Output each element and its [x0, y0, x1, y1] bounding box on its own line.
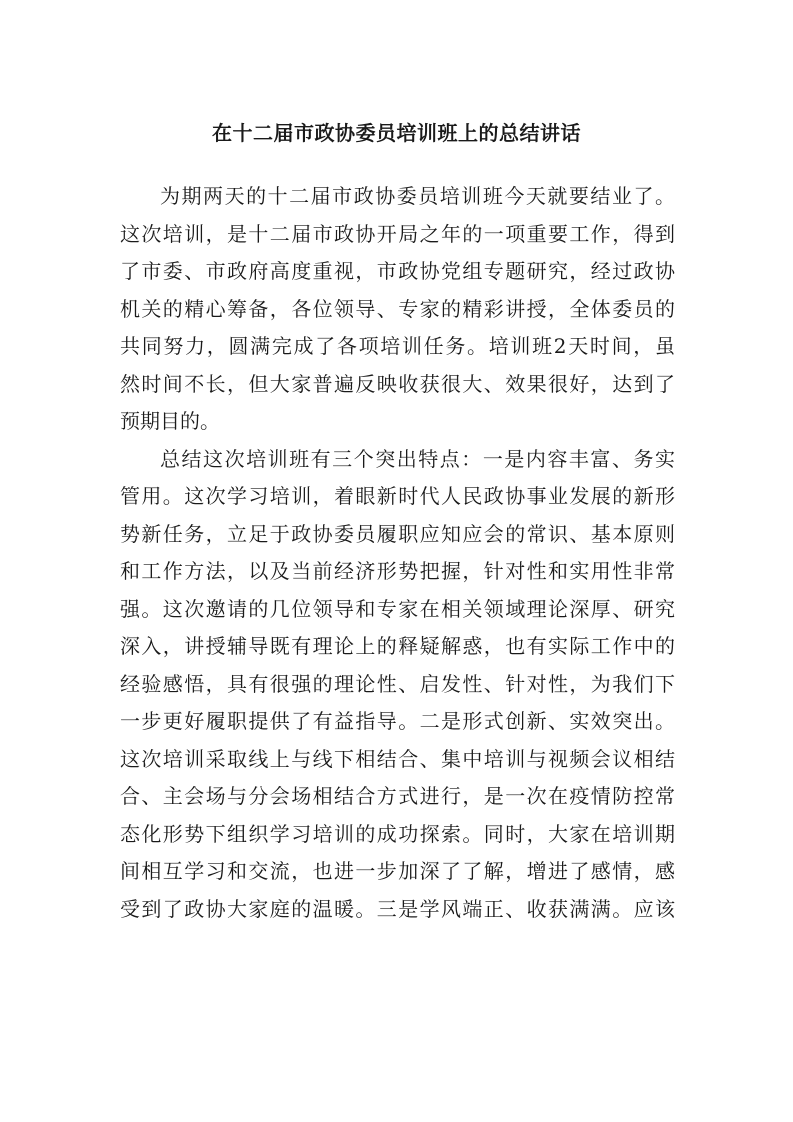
paragraph-2-line-12: 间相互学习和交流，也进一步加深了了解，增进了感情，感: [120, 859, 675, 883]
paragraph-2-line-8: 一步更好履职提供了有益指导。二是形式创新、实效突出。: [120, 709, 675, 733]
document-title: 在十二届市政协委员培训班上的总结讲话: [212, 121, 581, 145]
paragraph-1-line-2: 这次培训，是十二届市政协开局之年的一项重要工作，得到: [120, 221, 675, 246]
paragraph-2-line-3: 势新任务，立足于政协委员履职应知应会的常识、基本原则: [120, 521, 675, 546]
paragraph-1-line-7: 预期目的。: [120, 409, 220, 433]
paragraph-2-line-6: 深入，讲授辅导既有理论上的释疑解惑，也有实际工作中的: [120, 634, 675, 658]
paragraph-2-line-2: 管用。这次学习培训，着眼新时代人民政协事业发展的新形: [120, 484, 675, 508]
paragraph-2-line-7: 经验感悟，具有很强的理论性、启发性、针对性，为我们下: [120, 671, 675, 696]
paragraph-2-line-5: 强。这次邀请的几位领导和专家在相关领域理论深厚、研究: [120, 596, 675, 621]
paragraph-2-line-11: 态化形势下组织学习培训的成功探索。同时，大家在培训期: [120, 821, 675, 846]
paragraph-1-line-4: 机关的精心筹备，各位领导、专家的精彩讲授，全体委员的: [120, 296, 675, 321]
paragraph-2-line-1: 总结这次培训班有三个突出特点：一是内容丰富、务实: [160, 446, 675, 471]
paragraph-2-line-10: 合、主会场与分会场相结合方式进行，是一次在疫情防控常: [120, 784, 675, 808]
paragraph-2-line-9: 这次培训采取线上与线下相结合、集中培训与视频会议相结: [120, 746, 675, 771]
paragraph-1-line-5: 共同努力，圆满完成了各项培训任务。培训班2天时间，虽: [120, 334, 675, 358]
document-body: [120, 178, 675, 928]
paragraph-1-line-1: 为期两天的十二届市政协委员培训班今天就要结业了。: [160, 184, 675, 208]
paragraph-1-line-6: 然时间不长，但大家普遍反映收获很大、效果很好，达到了: [120, 371, 675, 396]
paragraph-2-line-13: 受到了政协大家庭的温暖。三是学风端正、收获满满。应该: [120, 896, 675, 921]
paragraph-2-line-4: 和工作方法，以及当前经济形势把握，针对性和实用性非常: [120, 559, 675, 583]
paragraph-1-line-3: 了市委、市政府高度重视，市政协党组专题研究，经过政协: [120, 259, 675, 283]
